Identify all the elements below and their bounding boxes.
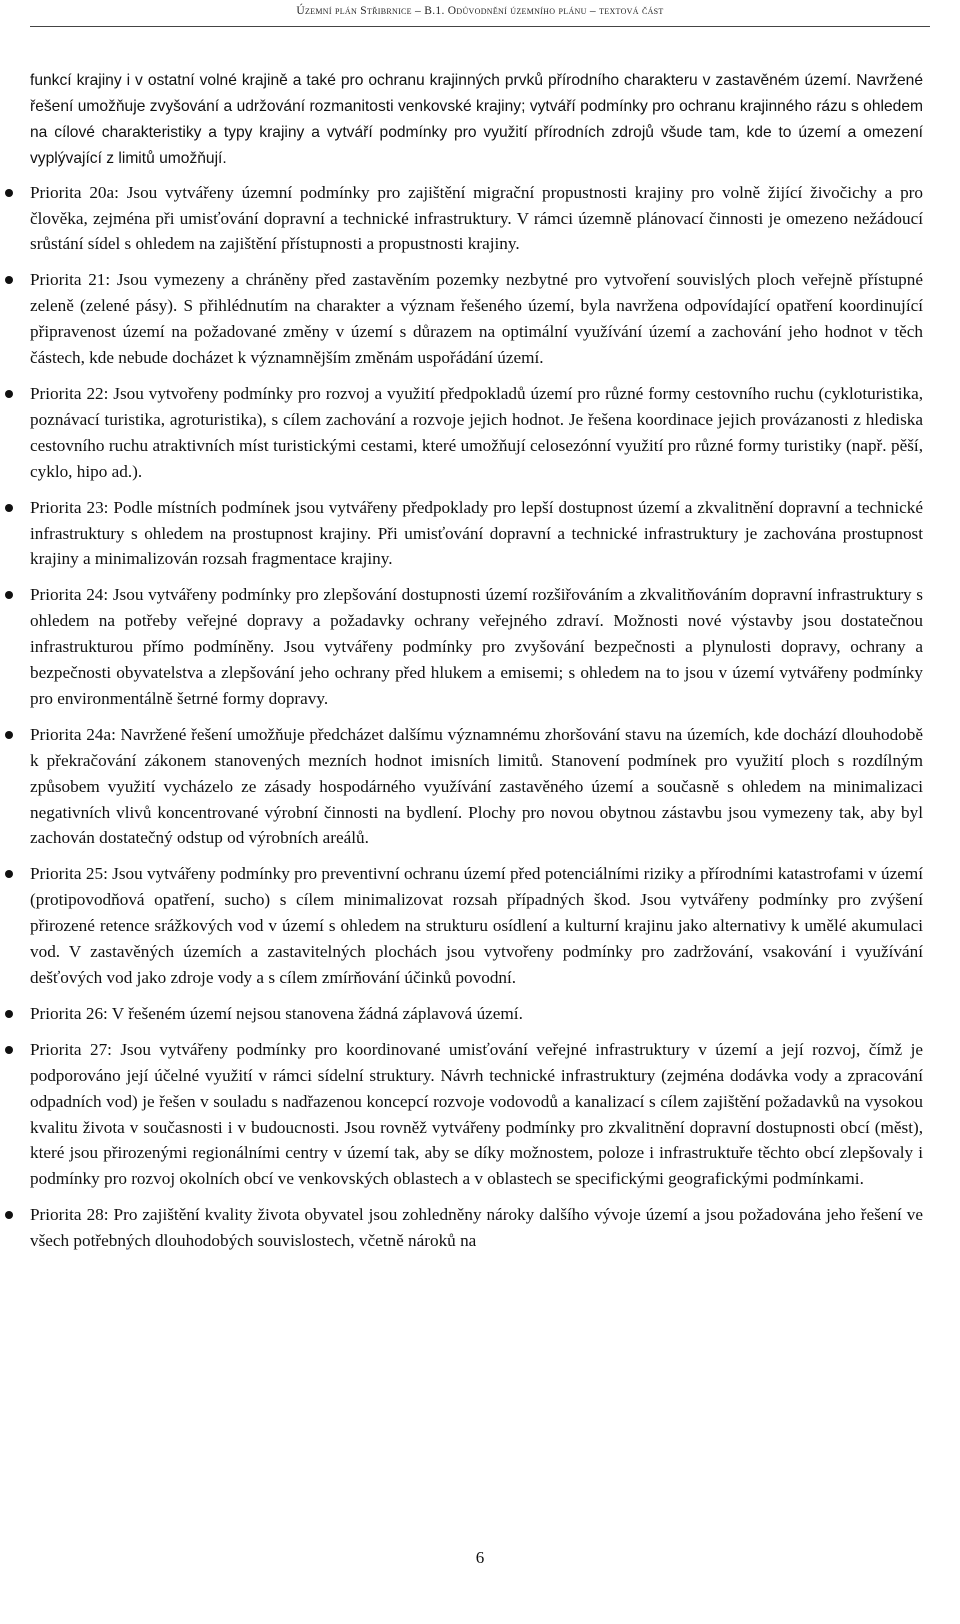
header-title: Územní plán Střibrnice – B.1. Odůvodnění územního plánu – textová část <box>296 5 664 17</box>
list-item <box>30 495 923 573</box>
bullet-icon <box>5 731 13 739</box>
bullet-icon <box>5 1211 13 1219</box>
header-divider <box>30 26 930 27</box>
bullet-icon <box>5 870 13 878</box>
bullet-icon <box>5 189 13 197</box>
list-item <box>30 582 923 712</box>
list-item-text: Priorita 24a: Navržené řešení umožňuje předcházet dalšímu významnému zhoršování stavu na územích, kde dochází dlouhodobě k překračování zákonem stanovených mezních hodnot imisních limitů. Stanovení podmínek pro využití ploch s rozdílným způsobem využití vycházelo ze zásady hospodárného využívání zastavěného území a současně s ohledem na minimalizaci negativních vlivů koncentrované výrobní činnosti na bydlení. Plochy pro novou obytnou zástavbu jsou vymezeny tak, aby byl zachován dostatečný odstup od výrobních areálů. <box>30 724 923 848</box>
list-item <box>30 1037 923 1192</box>
intro-paragraph: funkcí krajiny i v ostatní volné krajině a také pro ochranu krajinných prvků přírodního charakteru v zastavěném území. Navržené řešení umožňuje zvyšování a udržování rozmanitosti venkovské krajiny; vytváří podmínky pro ochranu krajinného rázu s ohledem na cílové charakteristiky a typy krajiny a vytváří podmínky pro využití přírodních zdrojů všude tam, kde to území a omezení vyplývající z limitů umožňují. <box>30 72 923 167</box>
list-item-text: Priorita 24: Jsou vytvářeny podmínky pro zlepšování dostupnosti území rozšiřováním a zkvalitňováním dopravní infrastruktury s ohledem na potřeby veřejné dopravy a požadavky ochrany veřejného zdraví. Možnosti nové výstavby jsou dostatečnou infrastrukturou přímo podmíněny. Jsou vytvářeny podmínky pro zvyšování bezpečnosti a plynulosti dopravy, ochrany a bezpečnosti obyvatelstva a zlepšování jeho ochrany před hlukem a emisemi; s ohledem na to jsou v území vytvářeny podmínky pro environmentálně šetrné formy dopravy. <box>30 585 923 708</box>
list-item <box>30 722 923 852</box>
list-item-text: Priorita 23: Podle místních podmínek jsou vytvářeny předpoklady pro lepší dostupnost území a zkvalitnění dopravní a technické infrastruktury s ohledem na prostupnost krajiny. Při umisťování dopravní a technické infrastruktury je zachována prostupnost krajiny a minimalizován rozsah fragmentace krajiny. <box>30 497 923 569</box>
bullet-icon <box>5 504 13 512</box>
page-header <box>0 5 960 17</box>
list-item-text: Priorita 28: Pro zajištění kvality života obyvatel jsou zohledněny nároky dalšího vývoje území a jsou požadována jeho řešení ve všech potřebných dlouhodobých souvislostech, včetně nároků na <box>30 1205 923 1251</box>
list-item <box>30 1001 923 1027</box>
page-number: 6 <box>475 1548 485 1567</box>
priority-list <box>30 180 923 1254</box>
list-item-text: Priorita 22: Jsou vytvořeny podmínky pro rozvoj a využití předpokladů území pro různé formy cestovního ruchu (cykloturistika, poznávací turistika, agroturistika), s cílem zachování a rozvoje jejich hodnot. Je řešena koordinace jejich provázanosti z hlediska cestovního ruchu atraktivních míst turistickými cestami, které umožňují celosezónní využití pro různé formy turistiky (např. pěší, cyklo, hipo ad.). <box>30 383 923 481</box>
list-item-text: Priorita 26: V řešeném území nejsou stanovena žádná záplavová území. <box>30 1003 523 1023</box>
bullet-icon <box>5 276 13 284</box>
list-item-text: Priorita 21: Jsou vymezeny a chráněny před zastavěním pozemky nezbytné pro vytvoření souvislých ploch veřejně přístupné zeleně (zelené pásy). S přihlédnutím na charakter a význam řešeného území, byla navržena odpovídající opatření koordinující připravenost území na požadované změny v území s důrazem na optimální využívání území a zachování jeho hodnot v těch částech, kde nebude docházet k významnějším změnám uspořádání území. <box>30 270 923 368</box>
list-item <box>30 180 923 258</box>
list-item-text: Priorita 27: Jsou vytvářeny podmínky pro koordinované umisťování veřejné infrastruktury v území a její rozvoj, čímž je podporováno její účelné využití v rámci sídelní struktury. Návrh technické infrastruktury (zejména dodávka vody a zpracování odpadních vod) je řešen v souladu s nadřazenou koncepcí rozvoje vodovodů a kanalizací s cílem zajištění požadavků na vysokou kvalitu života v současnosti i v budoucnosti. Jsou rovněž vytvářeny podmínky pro zkvalitnění dopravní dostupnosti obcí (měst), které jsou přirozenými regionálními centry v území tak, aby se díky možnostem, poloze i infrastruktuře těchto obcí zlepšovaly i podmínky pro rozvoj okolních obcí ve venkovských oblastech a v oblastech se specifickými geografickými podmínkami. <box>30 1039 923 1189</box>
bullet-icon <box>5 591 13 599</box>
list-item <box>30 1202 923 1254</box>
bullet-icon <box>5 1010 13 1018</box>
bullet-icon <box>5 1046 13 1054</box>
document-body <box>30 68 923 1264</box>
list-item <box>30 861 923 991</box>
list-item <box>30 267 923 371</box>
bullet-icon <box>5 390 13 398</box>
list-item <box>30 381 923 485</box>
list-item-text: Priorita 20a: Jsou vytvářeny územní podmínky pro zajištění migrační propustnosti krajiny pro volně žijící živočichy a pro člověka, zejména při umisťování dopravní a technické infrastruktury. V rámci územně plánovací činnosti je omezeno nežádoucí srůstání sídel s ohledem na zajištění přístupnosti a propustnosti krajiny. <box>30 182 923 254</box>
list-item-text: Priorita 25: Jsou vytvářeny podmínky pro preventivní ochranu území před potenciálními riziky a přírodními katastrofami v území (protipovodňová opatření, sucho) s cílem minimalizovat rozsah případných škod. Jsou vytvářeny podmínky pro zvýšení přirozené retence srážkových vod v území s ohledem na strukturu osídlení a kulturní krajinu jako alternativy k umělé akumulaci vod. V zastavěných územích a zastavitelných plochách jsou vytvořeny podmínky pro zadržování, vsakování i využívání dešťových vod jako zdroje vody a s cílem zmírňování účinků povodní. <box>30 864 923 987</box>
